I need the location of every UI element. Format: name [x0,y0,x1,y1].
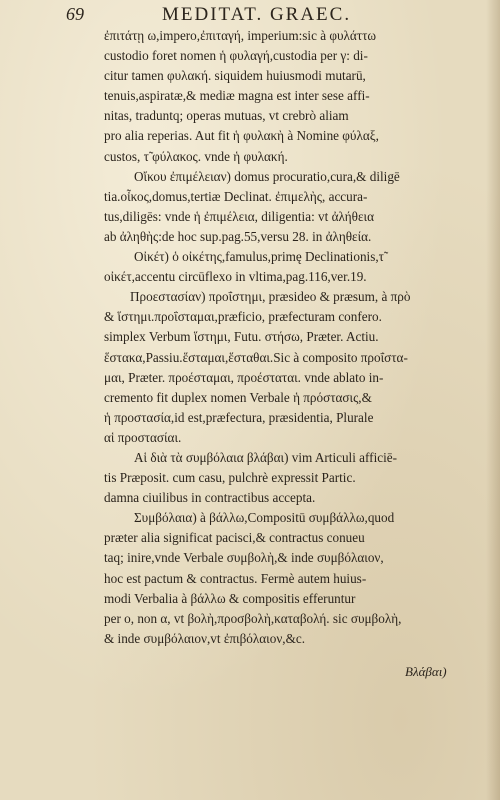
text-line: citur tamen φυλακή. siquidem huiusmodi mutarū, [104,68,366,84]
text-line: Οἴκου ἐπιμέλειαν) domus procuratio,cura,& diligē [134,168,400,184]
text-line: Οἰκέτ) ὁ οἰκέτης,famulus,primę Declinationis,τ̃ [134,249,384,265]
text-line: per ο, non α, vt βολὴ,προσβολὴ,καταβολή. sic συμβολὴ, [104,610,402,626]
text-line: Αἱ διὰ τὰ συμβόλαια βλάβαι) vim Articuli afficiē- [134,449,398,465]
text-line: tenuis,aspiratæ,& mediæ magna est inter sese affi- [104,88,370,104]
text-line: μαι, Præter. προέσταμαι, προέσταται. vnde ablato in- [104,369,384,385]
page-header [66,4,456,26]
page-edge-shadow [486,0,500,800]
catchword: Βλάβαι) [405,664,447,679]
text-line: & ἵστημι.προΐσταμαι,præficio, præfecturam confero. [104,309,382,325]
text-line: tis Præposit. cum casu, pulchrè expressit Partic. [104,470,356,486]
page-number: 69 [66,4,84,24]
text-line: ab ἀληθὴς:de hoc sup.pag.55,versu 28. in ἀληθεία. [104,228,372,244]
text-line: hoc est pactum & contractus. Fermè autem huius- [104,570,367,586]
text-line: taq; inire,vnde Verbale συμβολὴ,& inde συμβόλαιον, [104,550,384,566]
text-line: simplex Verbum ἵστημι, Futu. στήσω, Præter. Actiu. [104,329,379,345]
text-line: præter alia significat pacisci,& contractus conueu [104,530,365,546]
text-line: modi Verbalia à βάλλω & compositis efferuntur [104,590,356,606]
text-line: & inde συμβόλαιον,vt ἐπιβόλαιον,&c. [104,630,305,646]
running-head: MEDITAT. GRAEC. [162,4,352,25]
text-line: ἡ προστασία,id est,præfectura, præsidentia, Plurale [104,409,374,425]
text-line: tus,diligēs: vnde ἡ ἐπιμέλεια, diligentia: vt ἀλήθεια [104,208,374,224]
text-line: pro alia reperias. Aut fit ἡ φυλακὴ à Nomine φύλαξ, [104,128,379,144]
text-line: ἐπιτάτῃ ω,impero,ἐπιταγή, imperium:sic à φυλάττω [104,28,377,43]
text-block [104,26,482,649]
text-line: ἕστακα,Passiu.ἕσταμαι,ἕσταθαι.Sic à composito προΐστα- [104,349,408,365]
text-line: custodio foret nomen ἡ φυλαγή,custodia per γ: di- [104,48,368,64]
text-line: οἰκέτ,accentu circūflexo in vltima,pag.116,ver.19. [104,269,367,285]
text-line: Συμβόλαια) à βάλλω,Compositū συμβάλλω,quod [134,510,395,526]
text-line: nitas, traduntq; operas mutuas, vt crebrò aliam [104,108,349,124]
text-line: cremento fit duplex nomen Verbale ἡ πρόστασις,& [104,389,372,405]
text-line: tia.οἶκος,domus,tertiæ Declinat. ἐπιμελὴς, accura- [104,188,368,204]
text-line: custos, τ̃ φύλακος. vnde ἡ φυλακή. [104,148,288,164]
text-line: αἱ προστασίαι. [104,429,182,445]
text-line: damna ciuilibus in contractibus accepta. [104,490,316,506]
text-line: Προεστασίαν) προΐστημι, præsideo & præsum, à πρὸ [130,289,411,305]
